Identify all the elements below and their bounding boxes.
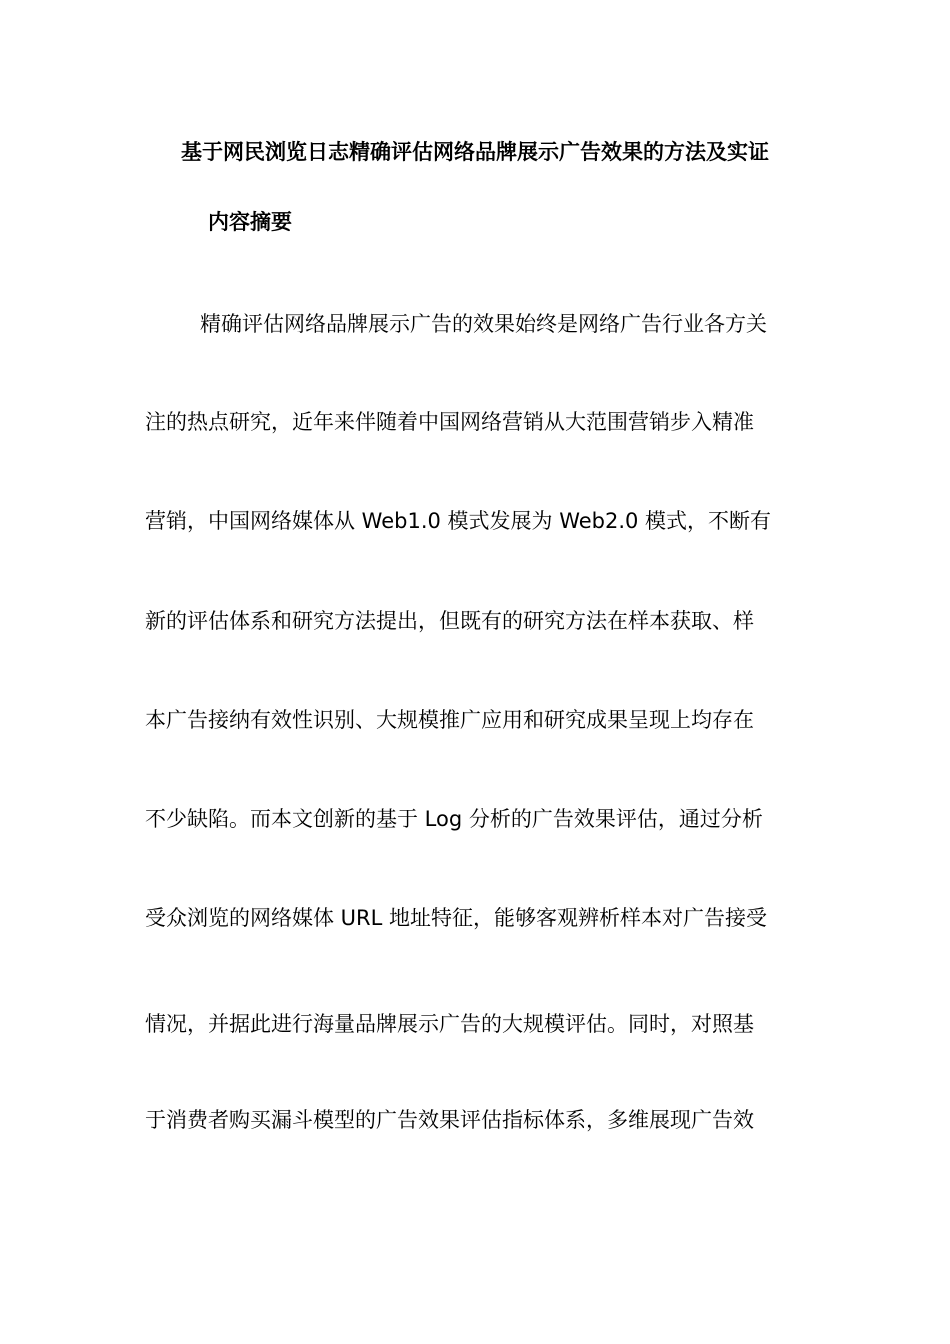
document-title: 基于网民浏览日志精确评估网络品牌展示广告效果的方法及实证 (181, 140, 769, 164)
section-heading: 内容摘要 (208, 210, 292, 234)
paragraph-line: 不少缺陷。而本文创新的基于 Log 分析的广告效果评估，通过分析 (145, 807, 763, 831)
paragraph-line: 新的评估体系和研究方法提出，但既有的研究方法在样本获取、样 (145, 609, 754, 633)
paragraph-line: 营销，中国网络媒体从 Web1.0 模式发展为 Web2.0 模式，不断有 (145, 509, 772, 533)
paragraph-line: 受众浏览的网络媒体 URL 地址特征，能够客观辨析样本对广告接受 (145, 906, 768, 930)
paragraph-line: 精确评估网络品牌展示广告的效果始终是网络广告行业各方关 (200, 312, 767, 336)
paragraph-line: 注的热点研究，近年来伴随着中国网络营销从大范围营销步入精准 (145, 410, 754, 434)
paragraph-line: 情况，并据此进行海量品牌展示广告的大规模评估。同时，对照基 (145, 1012, 754, 1036)
paragraph-line: 于消费者购买漏斗模型的广告效果评估指标体系，多维展现广告效 (145, 1108, 754, 1132)
paragraph-line: 本广告接纳有效性识别、大规模推广应用和研究成果呈现上均存在 (145, 708, 754, 732)
